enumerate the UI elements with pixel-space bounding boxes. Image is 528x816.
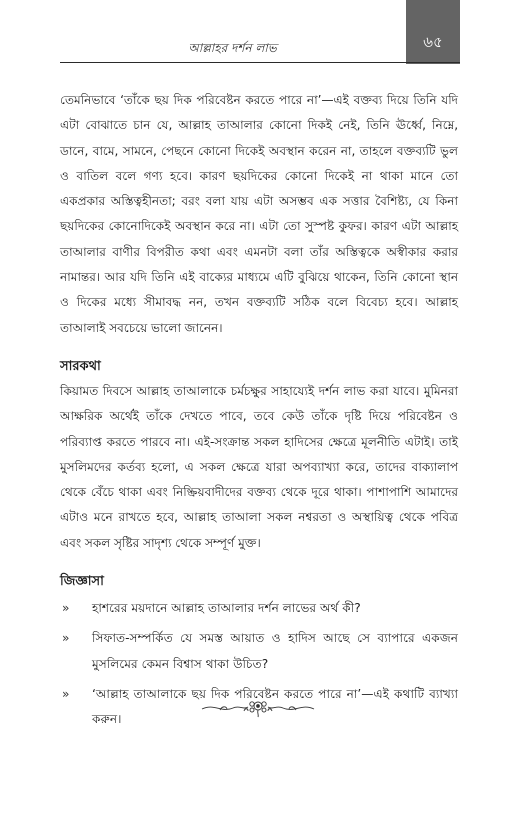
question-text: ‘আল্লাহ তাআলাকে ছয় দিক পরিবেষ্টন করতে পারে না’—এই কথাটি ব্যাখ্যা করুন। xyxy=(92,686,458,727)
bullet-icon: » xyxy=(62,686,70,701)
page-body xyxy=(60,88,458,738)
page-number: ৬৫ xyxy=(423,33,443,51)
page-number-tab xyxy=(406,0,460,64)
question-text: হাশরের ময়দানে আল্লাহ তাআলার দর্শন লাভের অর্থ কী? xyxy=(92,601,361,616)
intro-paragraph: তেমনিভাবে ‘তাঁকে ছয় দিক পরিবেষ্টন করতে পারে না’—এই বক্তব্য দিয়ে তিনি যদি এটা বোঝাতে চান যে, আল্লাহ তাআলার কোনো দিকই নেই, তিনি ঊর্ধ্বে, নিম্নে, ডানে, বামে, সামনে, পেছনে কোনো দিকেই অবস্থান করেন না, তাহলে বক্তব্যটি ভুল ও বাতিল বলে গণ্য হবে। কারণ ছয়দিকের কোনো দিকেই না থাকা মানে তো একপ্রকার অস্তিত্বহীনতা; বরং বলা যায় এটা অসম্ভব এক সত্তার বৈশিষ্ট্য, যে কিনা ছয়দিকের কোনোদিকেই অবস্থান করে না। এটা তো সুস্পষ্ট কুফর। কারণ এটা আল্লাহ তাআলার বাণীর বিপরীত কথা এবং এমনটা বলা তাঁর অস্তিত্বকে অস্বীকার করার নামান্তর। আর যদি তিনি এই বাক্যের মাধ্যমে এটি বুঝিয়ে থাকেন, তিনি কোনো স্থান ও দিকের মধ্যে সীমাবদ্ধ নন, তখন বক্তব্যটি সঠিক বলে বিবেচ্য হবে। আল্লাহ তাআলাই সবচেয়ে ভালো জানেন। xyxy=(60,93,458,335)
bullet-icon: » xyxy=(62,601,70,616)
bullet-icon: » xyxy=(62,631,70,646)
running-header-title: আল্লাহর দর্শন লাভ xyxy=(188,41,277,55)
header-divider xyxy=(60,62,460,63)
question-item xyxy=(60,596,458,621)
summary-heading: সারকথা xyxy=(60,358,101,374)
questions-heading: জিজ্ঞাসা xyxy=(60,574,104,590)
floral-divider-icon xyxy=(200,696,316,718)
question-item xyxy=(60,626,458,677)
question-text: সিফাত-সম্পর্কিত যে সমস্ত আয়াত ও হাদিস আছে সে ব্যাপারে একজন মুসলিমের কেমন বিশ্বাস থাকা উচিত? xyxy=(92,631,458,671)
summary-paragraph: কিয়ামত দিবসে আল্লাহ তাআলাকে চর্মচক্ষুর সাহায্যেই দর্শন লাভ করা যাবে। মুমিনরা আক্ষরিক অর্থেই তাঁকে দেখতে পাবে, তবে কেউ তাঁকে দৃষ্টি দিয়ে পরিবেষ্টন ও পরিব্যাপ্ত করতে পারবে না। এই-সংক্রান্ত সকল হাদিসের ক্ষেত্রে মূলনীতি এটাই। তাই মুসলিমদের কর্তব্য হলো, এ সকল ক্ষেত্রে যারা অপব্যাখ্যা করে, তাদের বাক্যালাপ থেকে বেঁচে থাকা এবং নিষ্ক্রিয়বাদীদের বক্তব্য থেকে দূরে থাকা। পাশাপাশি আমাদের এটাও মনে রাখতে হবে, আল্লাহ তাআলা সকল নশ্বরতা ও অস্থায়িত্ব থেকে পবিত্র এবং সকল সৃষ্টির সাদৃশ্য থেকে সম্পূর্ণ মুক্ত। xyxy=(60,383,458,550)
